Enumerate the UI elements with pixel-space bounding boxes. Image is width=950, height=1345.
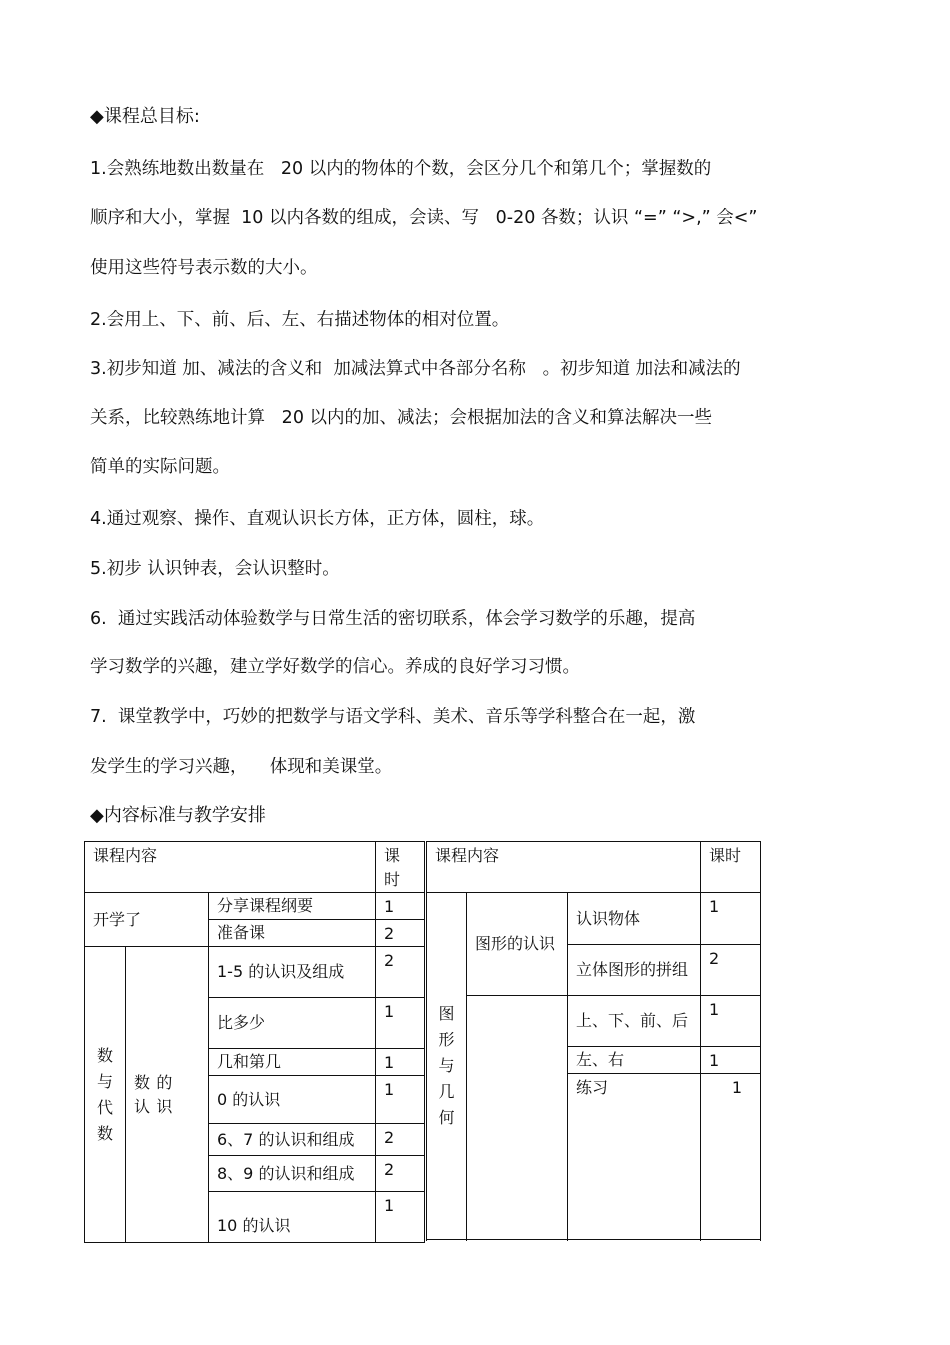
hours-cell: 2 <box>701 945 761 996</box>
goal-line: 2.会用上、下、前、后、左、右描述物体的相对位置。 <box>90 310 510 330</box>
topic-cell: 准备课 <box>209 920 376 947</box>
goal-line: 使用这些符号表示数的大小。 <box>90 258 318 278</box>
goal-line: 关系，比较熟练地计算 20 以内的加、减法；会根据加法的含义和算法解决一些 <box>90 408 713 428</box>
goal-line: 7. 课堂教学中，巧妙的把数学与语文学科、美术、音乐等学科整合在一起，激 <box>90 707 696 727</box>
topic-cell: 1-5 的认识及组成 <box>209 947 376 998</box>
topic-cell: 10 的认识 <box>209 1192 376 1243</box>
unit-empty-cell <box>467 996 568 1240</box>
goal-line: 简单的实际问题。 <box>90 457 230 477</box>
hours-cell: 1 <box>376 998 425 1049</box>
topic-cell: 6、7 的认识和组成 <box>209 1124 376 1156</box>
topic-cell: 0 的认识 <box>209 1076 376 1124</box>
domain-geometry: 图 形 与 几 何 <box>427 893 467 1240</box>
topic-cell: 分享课程纲要 <box>209 893 376 920</box>
topic-cell: 立体图形的拼组 <box>568 945 701 996</box>
goal-line: 发学生的学习兴趣， 体现和美课堂。 <box>90 757 393 777</box>
goals-heading: ◆课程总目标: <box>90 106 200 127</box>
topic-cell: 练习 <box>568 1074 701 1240</box>
unit-shape-recognition: 图形的认识 <box>467 893 568 996</box>
hours-cell: 1 <box>701 996 761 1047</box>
unit-kaixue: 开学了 <box>85 893 209 947</box>
topic-cell: 左、右 <box>568 1047 701 1074</box>
header-content: 课程内容 <box>85 842 376 893</box>
hours-cell: 1 <box>701 1047 761 1074</box>
hours-cell: 1 <box>376 1049 425 1076</box>
hours-cell: 2 <box>376 1156 425 1192</box>
header-hours: 课时 <box>701 842 761 893</box>
hours-cell: 2 <box>376 947 425 998</box>
domain-number-algebra: 数 与 代 数 <box>85 947 126 1243</box>
header-content: 课程内容 <box>427 842 701 893</box>
topic-cell: 8、9 的认识和组成 <box>209 1156 376 1192</box>
goal-line: 6. 通过实践活动体验数学与日常生活的密切联系，体会学习数学的乐趣，提高 <box>90 609 696 629</box>
topic-cell: 上、下、前、后 <box>568 996 701 1047</box>
hours-cell: 1 <box>376 893 425 920</box>
goal-line: 顺序和大小，掌握 10 以内各数的组成，会读、写 0-20 各数；认识 “=” “>,” 会<” <box>90 208 758 228</box>
hours-cell: 1 <box>376 1192 425 1243</box>
hours-cell: 1 <box>701 1074 761 1240</box>
schedule-table-left <box>84 841 425 1243</box>
goal-line: 5.初步 认识钟表，会认识整时。 <box>90 559 340 579</box>
goal-line: 学习数学的兴趣，建立学好数学的信心。养成的良好学习习惯。 <box>90 657 580 677</box>
schedule-table-right <box>426 841 761 1240</box>
topic-cell: 认识物体 <box>568 893 701 945</box>
goal-line: 4.通过观察、操作、直观认识长方体，正方体，圆柱，球。 <box>90 509 545 529</box>
hours-cell: 1 <box>376 1076 425 1124</box>
goal-line: 1.会熟练地数出数量在 20 以内的物体的个数，会区分几个和第几个；掌握数的 <box>90 159 712 179</box>
hours-cell: 2 <box>376 1124 425 1156</box>
topic-cell: 几和第几 <box>209 1049 376 1076</box>
hours-cell: 1 <box>701 893 761 945</box>
hours-cell: 2 <box>376 920 425 947</box>
topic-cell: 比多少 <box>209 998 376 1049</box>
header-hours: 课 时 <box>376 842 425 893</box>
unit-number-recognition: 数的认识 <box>126 947 209 1243</box>
goal-line: 3.初步知道 加、减法的含义和 加减法算式中各部分名称 。初步知道 加法和减法的 <box>90 359 741 379</box>
section-heading: ◆内容标准与教学安排 <box>90 805 266 826</box>
